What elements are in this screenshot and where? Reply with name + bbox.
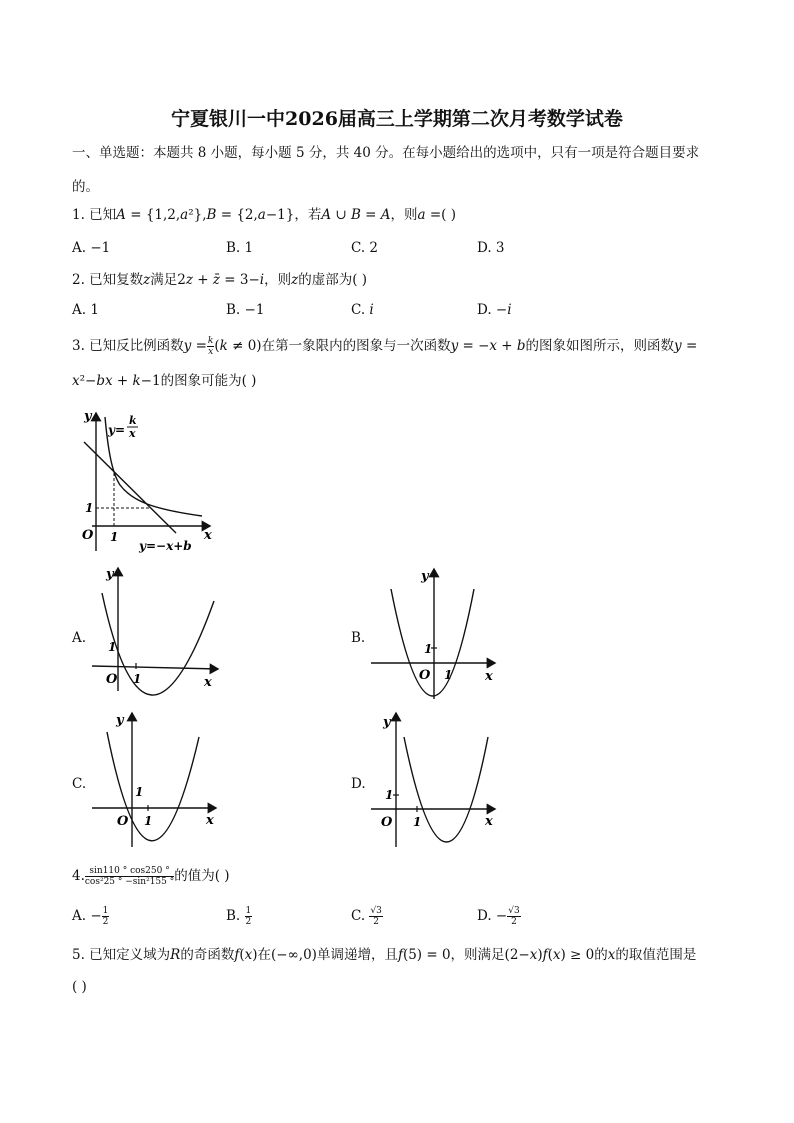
x-axis-label: x	[206, 813, 214, 828]
q4-option-b	[226, 906, 252, 927]
frac-num: √3	[370, 906, 382, 916]
q3-option-d-graph	[367, 707, 507, 855]
q1-stem: 1. 已知𝐴 = {1,2,𝑎²},𝐵 = {2,𝑎−1}，若𝐴 ∪ 𝐵 = 𝐴，则𝑎 =( )	[72, 207, 457, 223]
origin-label: O	[419, 668, 431, 683]
q4-option-a	[72, 906, 109, 927]
x-tick-one: 1	[444, 668, 453, 682]
origin-label: O	[106, 672, 118, 687]
q4-frac-num: sin110 ° cos250 °	[85, 866, 174, 877]
frac-num: 1	[102, 906, 109, 916]
q3-frac-num: 𝑘	[207, 336, 214, 346]
q2-option-a: A. 1	[72, 302, 99, 318]
curve-label-den: x	[129, 427, 136, 440]
q3-stem-part1: 3. 已知反比例函数𝑦 =	[72, 338, 207, 354]
q2-option-b: B. −1	[226, 302, 265, 318]
q4-stem-after: 的值为( )	[174, 868, 230, 884]
q4-option-a-prefix: A. −	[72, 908, 102, 924]
frac-num: 1	[245, 906, 252, 916]
q3-option-a-label: A.	[72, 630, 87, 646]
q3-option-a-graph	[88, 563, 228, 711]
y-axis-label: y	[421, 569, 429, 584]
q3-stem-line2: 𝑥²−𝑏𝑥 + 𝑘−1的图象可能为( )	[72, 373, 257, 389]
y-tick-one: 1	[108, 640, 117, 654]
q1-option-c: C. 2	[351, 240, 379, 256]
line-label: y=−x+b	[139, 539, 192, 553]
q4-option-b-prefix: B.	[226, 908, 245, 924]
x-tick-one: 1	[413, 815, 422, 829]
q2-option-d: D. −𝑖	[477, 302, 512, 318]
x-axis	[92, 666, 218, 669]
y-tick-one: 1	[135, 785, 144, 799]
q3-stem	[72, 336, 697, 357]
frac-den: 2	[102, 917, 109, 927]
q4-fraction	[85, 866, 174, 887]
frac-den: 2	[511, 917, 517, 927]
origin-label: O	[82, 528, 94, 543]
q3-option-d-label: D.	[351, 776, 366, 792]
q4-option-d	[477, 906, 521, 927]
x-tick-one: 1	[133, 672, 142, 686]
y-axis-label: y	[106, 567, 114, 582]
curve-label: y=	[108, 423, 126, 437]
q1-option-b: B. 1	[226, 240, 254, 256]
q3-option-c-graph	[88, 707, 228, 855]
y-axis-label: y	[116, 713, 124, 728]
section-instructions-line1: 一、单选题：本题共 8 小题，每小题 5 分，共 40 分。在每小题给出的选项中，只有一项是符合题目要求	[72, 145, 700, 161]
curve-label-num: k	[129, 414, 137, 427]
q4-number: 4.	[72, 868, 85, 884]
q1-option-a: A. −1	[72, 240, 111, 256]
q1-option-d: D. 3	[477, 240, 505, 256]
frac-den: 2	[373, 917, 380, 927]
q2-option-c: C. 𝑖	[351, 302, 374, 318]
page-title: 宁夏银川一中2026届高三上学期第二次月考数学试卷	[171, 108, 623, 130]
q4-option-d-frac	[507, 906, 520, 927]
q3-reference-graph	[72, 405, 222, 555]
q3-option-c-label: C.	[72, 776, 87, 792]
x-axis-label: x	[485, 669, 493, 684]
frac-den: 2	[245, 917, 252, 927]
q4-option-c-frac	[369, 906, 382, 927]
origin-label: O	[381, 815, 393, 830]
linear-function-line	[84, 442, 176, 533]
q4-option-c-prefix: C.	[351, 908, 370, 924]
q3-option-b-graph	[367, 563, 507, 711]
x-tick-one: 1	[144, 814, 153, 828]
section-instructions-line2: 的。	[72, 179, 99, 195]
y-tick-one: 1	[424, 642, 433, 656]
parabola	[391, 589, 474, 696]
q4-frac-den: cos²25 ° −sin²155 °	[84, 877, 175, 887]
q5-stem: 5. 已知定义域为𝑅的奇函数𝑓(𝑥)在(−∞,0)单调递增，且𝑓(5) = 0，则满足(2−𝑥)𝑓(𝑥) ≥ 0的𝑥的取值范围是	[72, 947, 697, 963]
x-axis-label: x	[204, 675, 212, 690]
q3-stem-part2: (𝑘 ≠ 0)在第一象限内的图象与一次函数𝑦 = −𝑥 + 𝑏的图象如图所示，则函数𝑦 =	[214, 338, 698, 354]
q4-option-b-frac	[245, 906, 253, 927]
y-tick-one: 1	[85, 501, 94, 515]
x-axis-label: x	[204, 528, 212, 543]
q4-option-c	[351, 906, 383, 927]
q4-option-d-prefix: D. −	[477, 908, 508, 924]
q4-stem	[72, 866, 230, 887]
x-tick-one: 1	[110, 530, 119, 544]
q3-option-b-label: B.	[351, 630, 366, 646]
q3-frac-den: 𝑥	[208, 347, 214, 357]
q4-option-a-frac	[102, 906, 110, 927]
q5-stem-line2: ( )	[72, 979, 87, 995]
y-axis-label: y	[84, 409, 92, 424]
y-axis-label: y	[383, 715, 391, 730]
y-tick-one: 1	[385, 788, 394, 802]
frac-num: √3	[508, 906, 520, 916]
origin-label: O	[117, 814, 129, 829]
parabola	[102, 593, 214, 695]
x-axis-label: x	[485, 814, 493, 829]
q2-stem: 2. 已知复数𝑧满足2𝑧 + 𝑧̄ = 3−𝑖，则𝑧的虚部为( )	[72, 272, 368, 288]
